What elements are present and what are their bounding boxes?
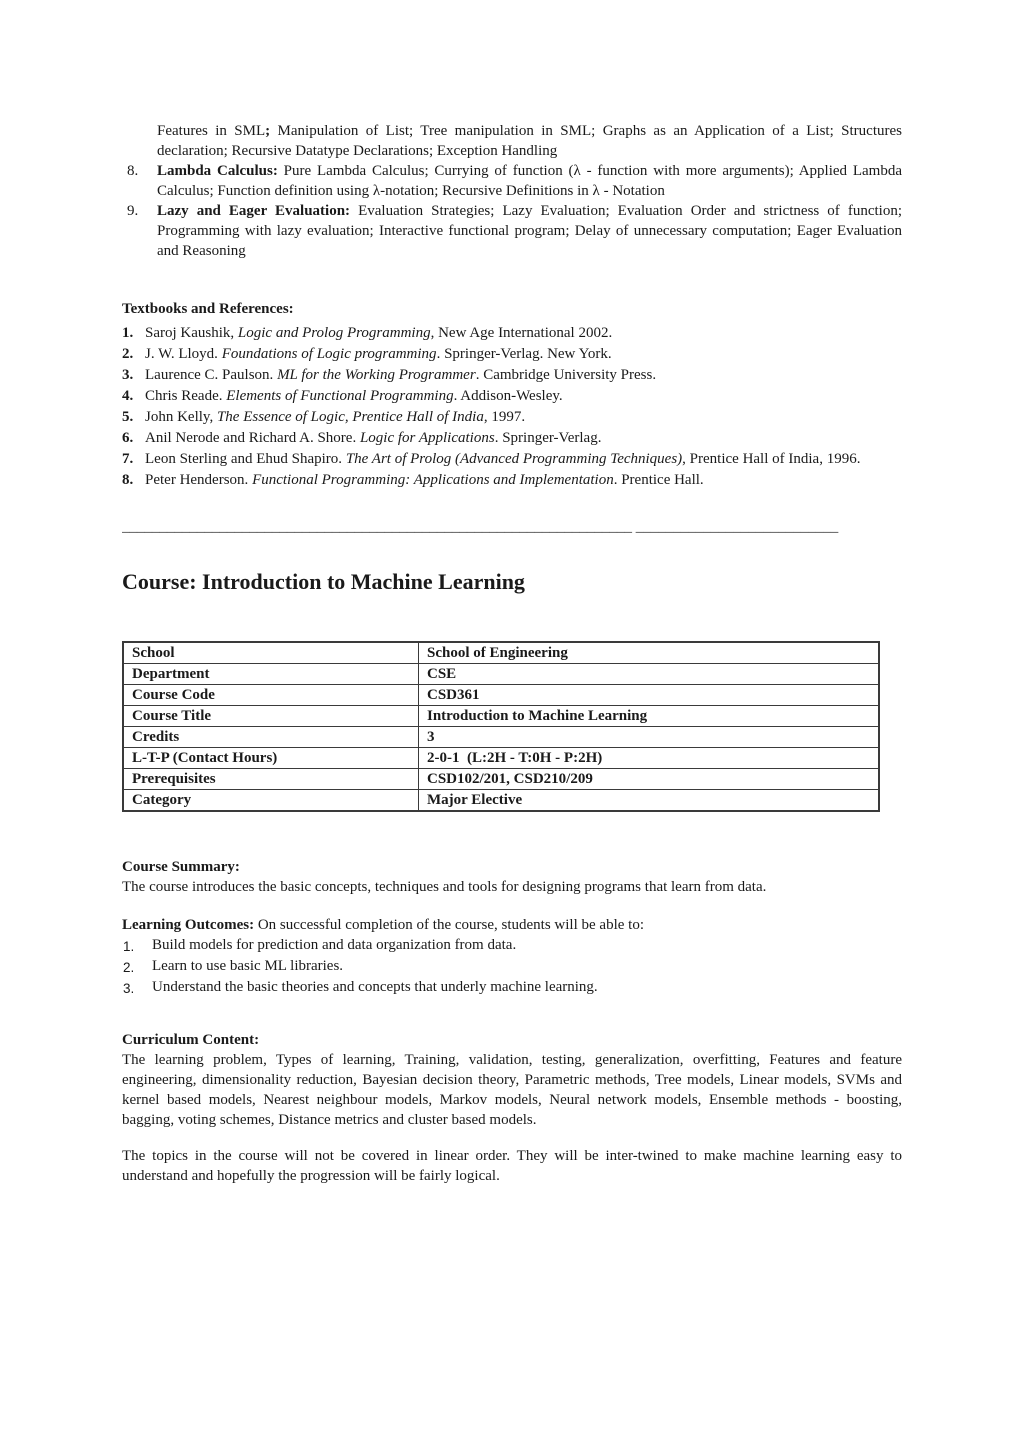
list-item	[122, 449, 902, 470]
list-item	[122, 977, 902, 998]
list-item	[122, 323, 902, 344]
section-divider: ____________________________________________________________________ ___________________________	[122, 519, 839, 535]
reference-title: Elements of Functional Programming	[226, 388, 454, 404]
list-item-number: 6.	[122, 430, 134, 446]
list-item-number: 1.	[123, 939, 135, 954]
curriculum-heading: Curriculum Content:	[122, 1032, 260, 1048]
reference-authors: Peter Henderson.	[145, 472, 253, 488]
reference-title: ML for the Working Programmer	[277, 367, 476, 383]
list-item-number: 3.	[122, 367, 134, 383]
list-item-number: 5.	[122, 409, 134, 425]
outcomes-list	[122, 935, 902, 998]
reference-publisher: , Prentice Hall of India, 1996.	[682, 451, 861, 467]
table-cell-value: Major Elective	[419, 790, 880, 812]
table-cell-label: L-T-P (Contact Hours)	[123, 748, 419, 769]
reference-authors: John Kelly,	[145, 409, 217, 425]
table-row	[123, 727, 879, 748]
topic-text: Pure Lambda Calculus; Currying of function (λ - function with more arguments); Applied Lambda Calculus; Function definition using λ-notation; Recursive Definitions in λ - Notation	[157, 163, 903, 199]
list-item	[122, 956, 902, 977]
reference-authors: Chris Reade.	[145, 388, 227, 404]
list-item-number: 2.	[123, 960, 135, 975]
page-content	[0, 121, 1024, 1186]
outcomes-heading: Learning Outcomes:	[122, 917, 255, 933]
outcome-text: Understand the basic theories and concepts that underly machine learning.	[152, 979, 598, 995]
list-item-number: 8.	[122, 472, 134, 488]
list-item	[122, 428, 902, 449]
list-item	[122, 470, 902, 491]
reference-title: Logic and Prolog Programming	[237, 325, 431, 341]
list-item-number: 4.	[122, 388, 134, 404]
table-cell-value: Introduction to Machine Learning	[419, 706, 880, 727]
summary-text: The course introduces the basic concepts, techniques and tools for designing programs that learn from data.	[122, 879, 767, 895]
list-item-number: 1.	[122, 325, 134, 341]
list-item-number: 7.	[122, 451, 134, 467]
list-item-number: 3.	[123, 981, 135, 996]
curriculum-note: The topics in the course will not be covered in linear order. They will be inter-twined to make machine learning easy to understand and hopefully the progression will be fairly logical.	[122, 1148, 902, 1184]
syllabus-topic-list	[122, 121, 902, 261]
reference-authors: J. W. Lloyd.	[145, 346, 222, 362]
table-row	[123, 642, 879, 664]
reference-publisher: , 1997.	[483, 409, 526, 425]
table-cell-label: Credits	[123, 727, 419, 748]
topic-title: Lambda Calculus:	[157, 163, 278, 179]
list-item-continuation	[122, 121, 902, 161]
reference-title: The Essence of Logic, Prentice Hall of India	[216, 409, 484, 425]
course-heading: Course: Introduction to Machine Learning	[122, 569, 525, 594]
table-row	[123, 664, 879, 685]
reference-authors: Saroj Kaushik,	[145, 325, 238, 341]
summary-heading: Course Summary:	[122, 859, 240, 875]
topic-text-bold: ;	[265, 123, 271, 139]
reference-publisher: . Cambridge University Press.	[475, 367, 657, 383]
reference-title: Foundations of Logic programming	[221, 346, 437, 362]
list-item-number: 8.	[127, 163, 139, 179]
table-cell-label: Category	[123, 790, 419, 812]
table-cell-label: Prerequisites	[123, 769, 419, 790]
references-list	[122, 323, 902, 491]
list-item	[122, 344, 902, 365]
table-row	[123, 769, 879, 790]
list-item-number: 2.	[122, 346, 134, 362]
reference-authors: Laurence C. Paulson.	[145, 367, 278, 383]
document-page	[0, 121, 1024, 1446]
list-item	[122, 201, 902, 261]
table-cell-value: 2-0-1 (L:2H - T:0H - P:2H)	[419, 748, 880, 769]
reference-authors: Anil Nerode and Richard A. Shore.	[145, 430, 360, 446]
reference-publisher: . Springer-Verlag. New York.	[436, 346, 612, 362]
topic-text: Features in SML	[157, 123, 266, 139]
reference-publisher: . Springer-Verlag.	[494, 430, 602, 446]
table-row	[123, 706, 879, 727]
table-cell-label: Department	[123, 664, 419, 685]
references-heading: Textbooks and References:	[122, 301, 294, 317]
list-item	[122, 407, 902, 428]
table-cell-value: 3	[419, 727, 880, 748]
topic-title: Lazy and Eager Evaluation:	[157, 203, 351, 219]
table-cell-label: Course Code	[123, 685, 419, 706]
list-item	[122, 365, 902, 386]
reference-title: The Art of Prolog (Advanced Programming Techniques)	[345, 451, 683, 467]
reference-authors: Leon Sterling and Ehud Shapiro.	[145, 451, 346, 467]
table-cell-value: CSD361	[419, 685, 880, 706]
reference-publisher: . Prentice Hall.	[613, 472, 704, 488]
curriculum-text: The learning problem, Types of learning, Training, validation, testing, generalization, overfitting, Features and feature engineering, dimensionality reduction, Bayesian decision theory, Parametric methods, Tree models, Linear models, SVMs and kernel based models, Nearest neighbour models, Markov models, Neural network models, Ensemble methods - boosting, bagging, voting schemes, Distance metrics and cluster based models.	[122, 1052, 902, 1128]
reference-title: Logic for Applications	[359, 430, 495, 446]
reference-title: Functional Programming: Applications and Implementation	[252, 472, 614, 488]
list-item-number: 9.	[127, 203, 139, 219]
course-info-table	[122, 641, 880, 812]
table-row	[123, 748, 879, 769]
table-row	[123, 790, 879, 812]
list-item	[122, 161, 902, 201]
table-cell-label: School	[123, 642, 419, 664]
list-item	[122, 935, 902, 956]
table-row	[123, 685, 879, 706]
topic-text: Evaluation Strategies; Lazy Evaluation; Evaluation Order and strictness of function; Programming with lazy evaluation; Interactive functional program; Delay of unnecessary computation; Eager Evaluation and Reasoning	[157, 203, 902, 259]
outcomes-intro-text: On successful completion of the course, students will be able to:	[254, 917, 644, 933]
outcomes-intro	[122, 915, 902, 935]
reference-publisher: . Addison-Wesley.	[453, 388, 563, 404]
table-cell-label: Course Title	[123, 706, 419, 727]
list-item	[122, 386, 902, 407]
topic-text: Manipulation of List; Tree manipulation in SML; Graphs as an Application of a List; Structures declaration; Recursive Datatype Declarations; Exception Handling	[157, 123, 902, 159]
table-cell-value: CSE	[419, 664, 880, 685]
reference-publisher: , New Age International 2002.	[430, 325, 613, 341]
outcome-text: Learn to use basic ML libraries.	[152, 958, 344, 974]
table-cell-value: CSD102/201, CSD210/209	[419, 769, 880, 790]
outcome-text: Build models for prediction and data organization from data.	[152, 937, 517, 953]
table-cell-value: School of Engineering	[419, 642, 880, 664]
